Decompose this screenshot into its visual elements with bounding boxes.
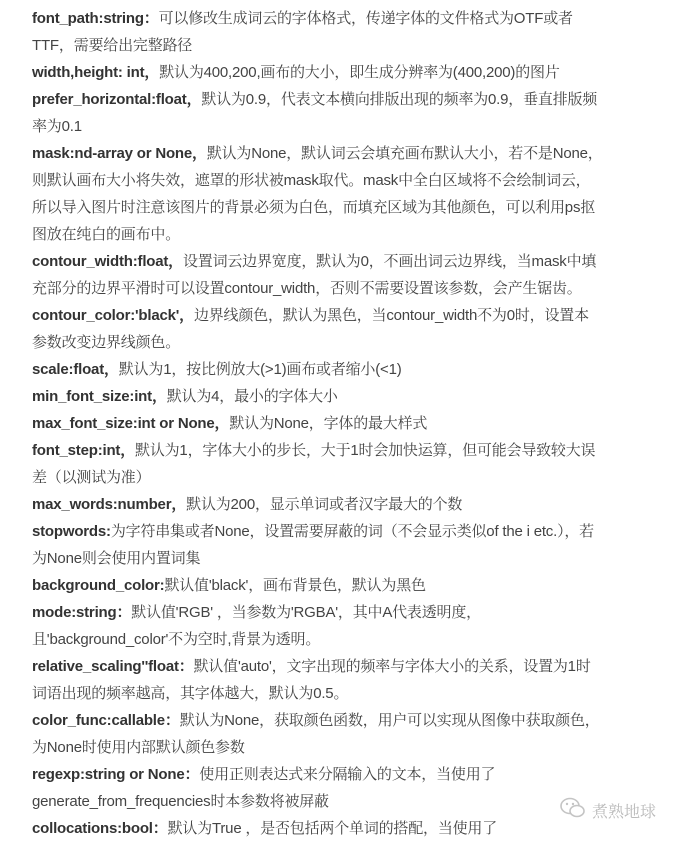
parameter-description: 使用正则表达式来分隔输入的文本，当使用了 — [199, 766, 496, 783]
parameter-name: regexp:string or None： — [32, 766, 200, 783]
parameter-description: 边界线颜色，默认为黑色，当contour_width不为0时，设置本 — [193, 307, 589, 324]
watermark — [558, 796, 656, 825]
parameter-description: 默认为1，字体大小的步长，大于1时会加快运算，但可能会导致较大误 — [135, 442, 596, 459]
parameter-description: 默认为None，默认词云会填充画布默认大小，若不是None， — [206, 145, 603, 162]
parameter-description: 默认为None，获取颜色函数，用户可以实现从图像中获取颜色， — [179, 712, 600, 729]
parameter-description-continued: 所以导入图片时注意该图片的背景必须为白色，而填充区域为其他颜色，可以利用ps抠 — [32, 199, 596, 216]
parameter-name: relative_scaling''float： — [32, 658, 194, 675]
parameter-description-continued: 参数改变边界线颜色。 — [32, 334, 181, 351]
parameter-description-continued: 且'background_color'不为空时,背景为透明。 — [32, 631, 321, 648]
parameter-description: 可以修改生成词云的字体格式，传递字体的文件格式为OTF或者 — [158, 10, 573, 27]
parameter-item — [32, 248, 672, 275]
parameter-item — [32, 410, 672, 437]
parameter-description: 默认为None，字体的最大样式 — [229, 415, 428, 432]
parameter-name: mode:string： — [32, 604, 132, 621]
wechat-icon — [558, 796, 588, 825]
parameter-description-continued: 为None则会使用内置词集 — [32, 550, 201, 567]
parameter-description: 默认为200，显示单词或者汉字最大的个数 — [186, 496, 463, 513]
parameter-name: max_words:number， — [32, 496, 187, 513]
parameter-item — [32, 86, 672, 113]
parameter-description: 默认为400,200,画布的大小，即生成分辨率为(400,200)的图片 — [159, 64, 560, 81]
parameter-description: 默认值'RGB' ，当参数为'RGBA'，其中A代表透明度， — [131, 604, 481, 621]
parameter-item — [32, 383, 672, 410]
parameter-item — [32, 140, 672, 167]
parameter-description: 默认为True ，是否包括两个单词的搭配，当使用了 — [167, 820, 498, 837]
parameter-item — [32, 707, 672, 734]
parameter-name: font_step:int， — [32, 442, 136, 459]
parameter-name: mask:nd-array or None， — [32, 145, 207, 162]
parameter-list — [32, 5, 672, 842]
parameter-description-continued: generate_from_frequencies时本参数将被屏蔽 — [32, 793, 329, 810]
parameter-item — [32, 59, 672, 86]
parameter-name: min_font_size:int， — [32, 388, 167, 405]
parameter-name: contour_color:'black'， — [32, 307, 194, 324]
parameter-description-continued: 词语出现的频率越高，其字体越大，默认为0.5。 — [32, 685, 349, 702]
parameter-item — [32, 356, 672, 383]
parameter-description-continued: TTF，需要给出完整路径 — [32, 37, 193, 54]
parameter-item — [32, 437, 672, 464]
parameter-item — [32, 653, 672, 680]
parameter-name: stopwords: — [32, 523, 111, 540]
parameter-description-continued: 充部分的边界平滑时可以设置contour_width，否则不需要设置该参数，会产生锯齿。 — [32, 280, 582, 297]
parameter-description: 默认值'black'，画布背景色，默认为黑色 — [164, 577, 426, 594]
parameter-description-continued: 率为0.1 — [32, 118, 82, 135]
parameter-description: 默认值'auto'，文字出现的频率与字体大小的关系，设置为1时 — [193, 658, 591, 675]
parameter-item — [32, 491, 672, 518]
parameter-description-continued: 图放在纯白的画布中。 — [32, 226, 181, 243]
parameter-description: 默认为0.9，代表文本横向排版出现的频率为0.9，垂直排版频 — [201, 91, 598, 108]
parameter-name: width,height: int， — [32, 64, 160, 81]
parameter-item — [32, 5, 672, 32]
parameter-description: 设置词云边界宽度，默认为0，不画出词云边界线，当mask中填 — [182, 253, 597, 270]
parameter-name: prefer_horizontal:float， — [32, 91, 202, 108]
parameter-description-continued: 差（以测试为准） — [32, 469, 151, 486]
parameter-name: color_func:callable： — [32, 712, 180, 729]
parameter-item — [32, 302, 672, 329]
parameter-description-continued: 则默认画布大小将失效，遮罩的形状被mask取代。mask中全白区域将不会绘制词云， — [32, 172, 591, 189]
parameter-name: max_font_size:int or None， — [32, 415, 230, 432]
parameter-name: font_path:string： — [32, 10, 159, 27]
parameter-item — [32, 518, 672, 545]
parameter-description: 默认为4，最小的字体大小 — [166, 388, 338, 405]
parameter-item — [32, 599, 672, 626]
parameter-name: scale:float， — [32, 361, 119, 378]
parameter-description-continued: 为None时使用内部默认颜色参数 — [32, 739, 245, 756]
watermark-text: 煮熟地球 — [592, 804, 657, 821]
parameter-name: background_color: — [32, 577, 165, 594]
parameter-description: 为字符串集或者None，设置需要屏蔽的词（不会显示类似of the i etc.），若 — [110, 523, 594, 540]
parameter-description: 默认为1，按比例放大(>1)画布或者缩小(<1) — [118, 361, 402, 378]
parameter-item — [32, 572, 672, 599]
parameter-name: collocations:bool： — [32, 820, 168, 837]
parameter-item — [32, 761, 672, 788]
parameter-name: contour_width:float， — [32, 253, 183, 270]
